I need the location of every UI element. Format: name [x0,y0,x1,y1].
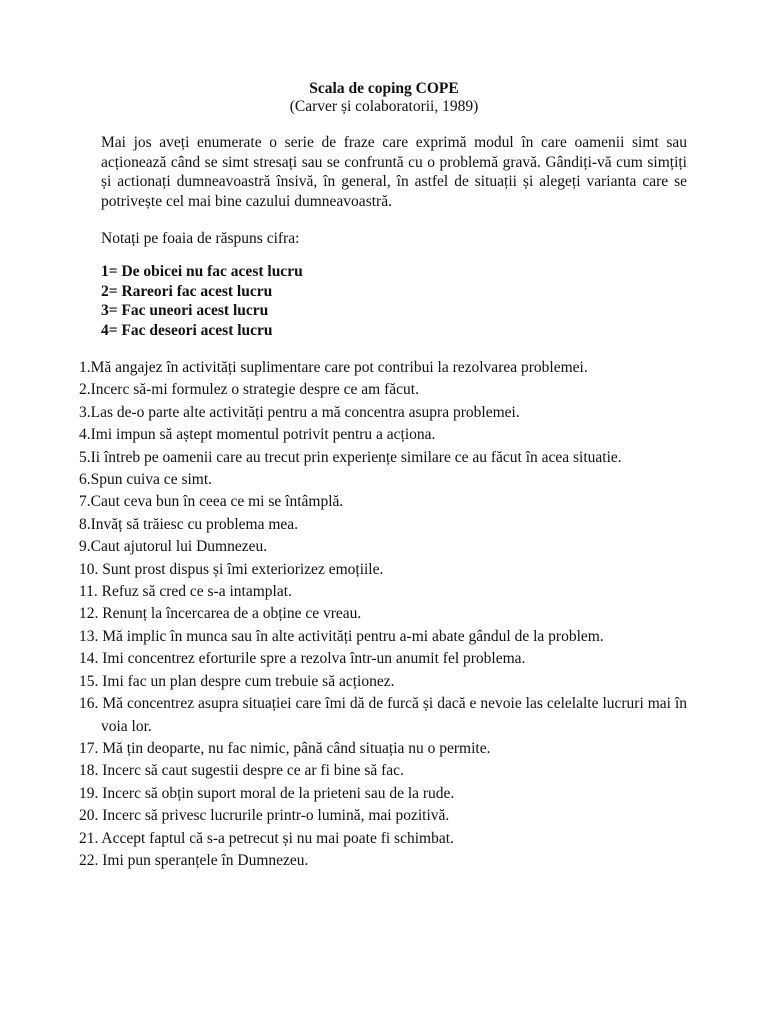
item-19: 19. Incerc să obțin suport moral de la prieteni sau de la rude. [79,784,455,802]
item-3: 3.Las de-o parte alte activități pentru a mă concentra asupra problemei. [79,403,520,421]
item-7: 7.Caut ceva bun în ceea ce mi se întâmplă. [79,493,344,511]
item-11: 11. Refuz să cred ce s-a intamplat. [79,583,292,601]
intro-paragraph: Mai jos aveți enumerate o serie de fraze care exprimă modul în care oamenii simt sau acționează când se simt stresați sau se confruntă cu o problemă gravă. Gândiți-vă cum simțiți și actionați dumneavoastră însivă, în general, în astfel de situații și alegeți varianta care se potrivește cel mai bine cazului dumneavoastră. [101,134,687,210]
item-4: 4.Imi impun să aștept momentul potrivit pentru a acționa. [79,426,436,444]
item-5: 5.Ii întreb pe oamenii care au trecut prin experiențe similare ce au făcut în acea situatie. [79,448,622,466]
item-6: 6.Spun cuiva ce simt. [79,471,213,489]
item-10: 10. Sunt prost dispus și îmi exteriorizez emoțiile. [79,560,384,578]
item-9: 9.Caut ajutorul lui Dumnezeu. [79,538,268,556]
item-12: 12. Renunț la încercarea de a obține ce vreau. [79,605,362,623]
item-20: 20. Incerc să privesc lucrurile printr-o lumină, mai pozitivă. [79,807,450,825]
scale-option-3: 3= Fac uneori acest lucru [101,302,269,319]
scale-option-2: 2= Rareori fac acest lucru [101,282,273,300]
item-8: 8.Invăț să trăiesc cu problema mea. [79,515,299,533]
document-title: Scala de coping COPE [309,80,459,97]
item-22: 22. Imi pun speranțele în Dumnezeu. [79,851,309,869]
item-16: 16. Mă concentrez asupra situației care îmi dă de furcă și dacă e nevoie las celelalte lucruri mai în voia lor. [79,695,687,735]
item-2: 2.Incerc să-mi formulez o strategie despre ce am făcut. [79,381,419,399]
item-13: 13. Mă implic în munca sau în alte activități pentru a-mi abate gândul de la problem. [79,627,604,645]
scale-option-4: 4= Fac deseori acest lucru [101,321,273,339]
answer-instruction: Notați pe foaia de răspuns cifra: [101,230,300,247]
item-1: 1.Mă angajez în activități suplimentare care pot contribui la rezolvarea problemei. [79,359,588,376]
item-17: 17. Mă țin deoparte, nu fac nimic, până când situația nu o permite. [79,739,491,757]
rating-scale [101,262,303,340]
item-18: 18. Incerc să caut sugestii despre ce ar fi bine să fac. [79,762,404,780]
scale-option-1: 1= De obicei nu fac acest lucru [101,263,303,280]
questionnaire-items [79,357,687,872]
item-15: 15. Imi fac un plan despre cum trebuie să acționez. [79,672,395,690]
item-21: 21. Accept faptul că s-a petrecut și nu mai poate fi schimbat. [79,829,454,847]
item-14: 14. Imi concentrez eforturile spre a rezolva într-un anumit fel problema. [79,650,526,668]
document-subtitle: (Carver și colaboratorii, 1989) [289,98,479,115]
